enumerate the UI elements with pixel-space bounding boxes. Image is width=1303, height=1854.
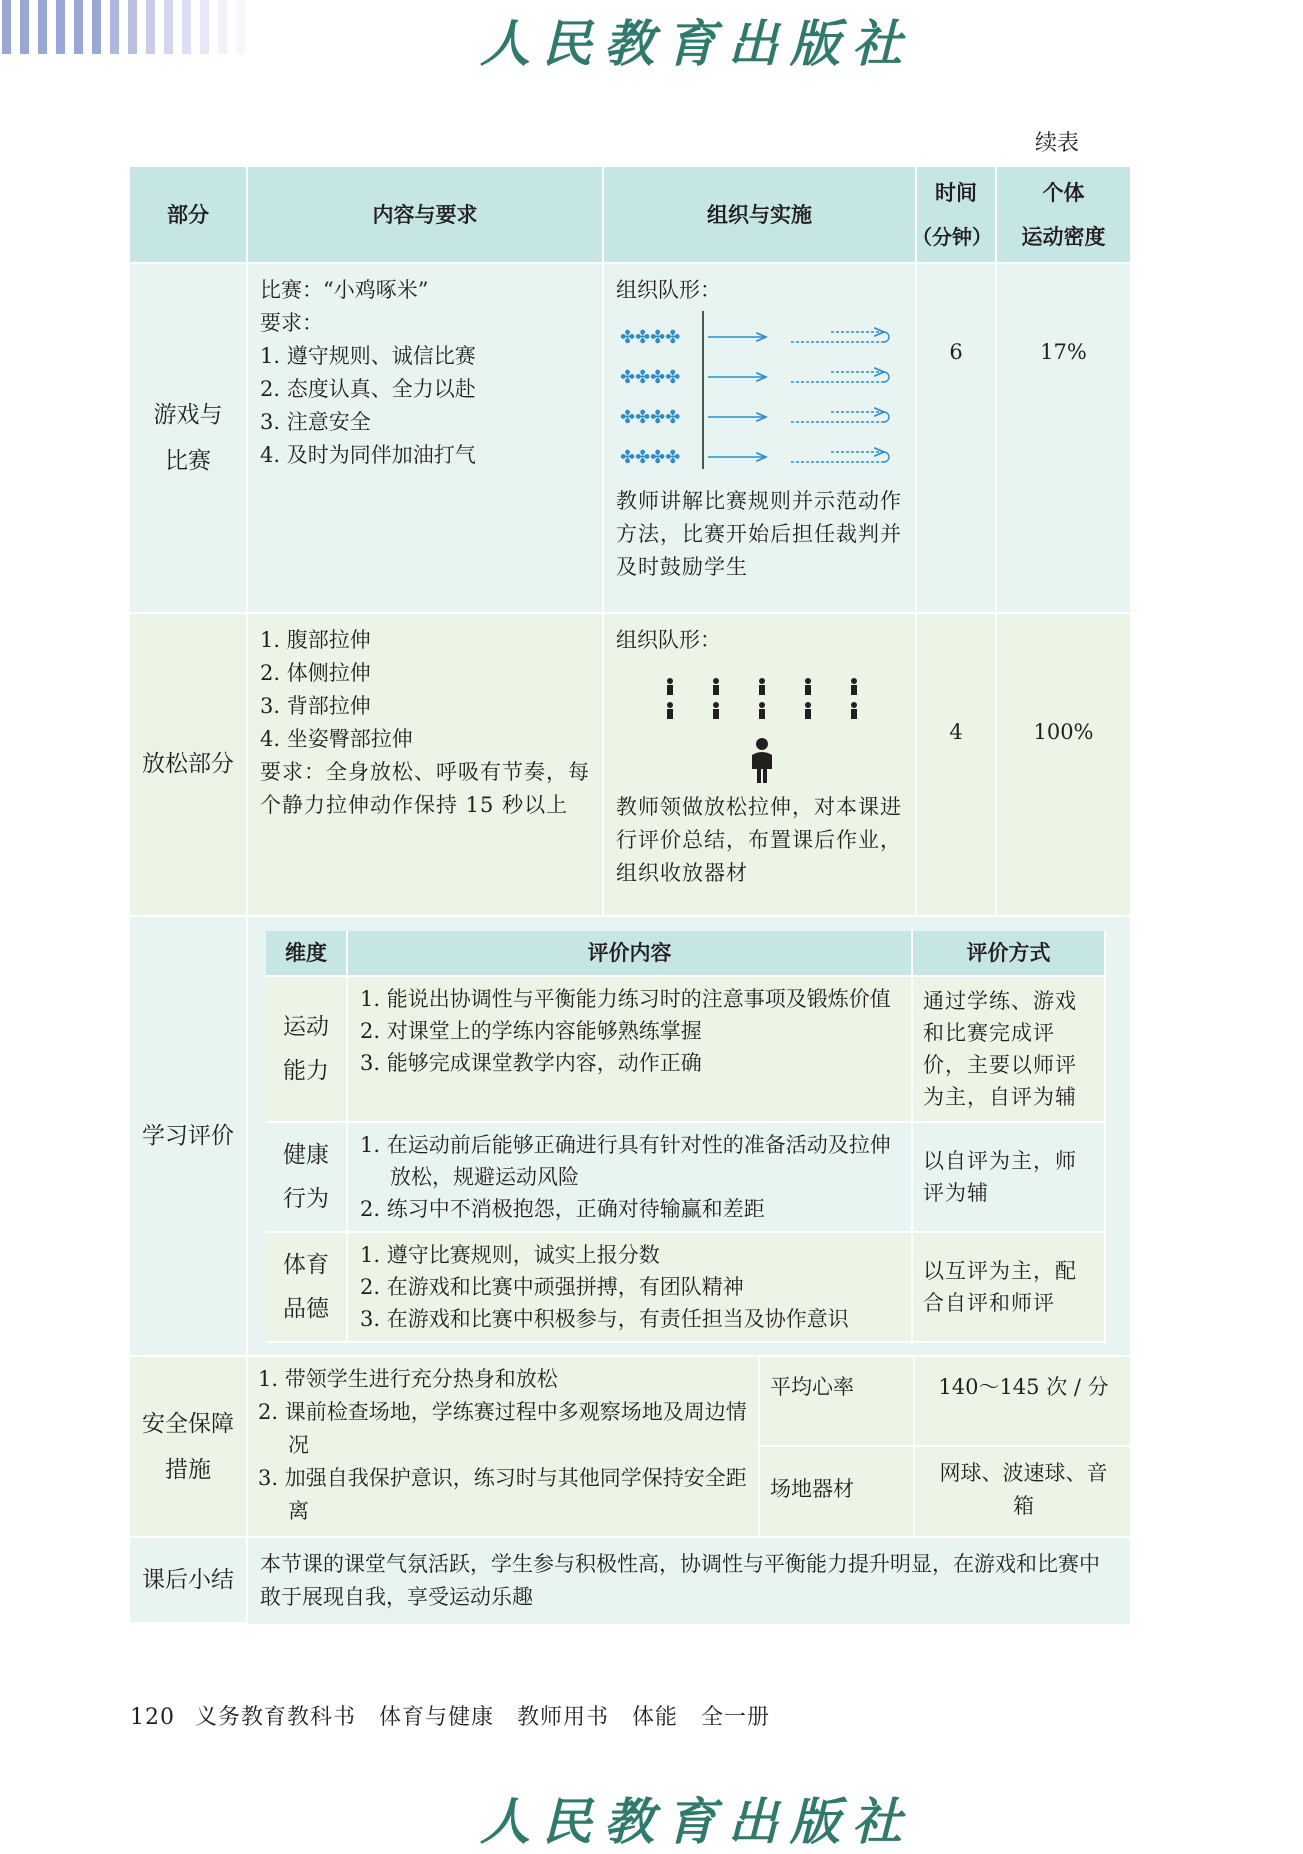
page-number: 120	[130, 1705, 175, 1730]
game-density: 17%	[997, 264, 1132, 614]
safety-content: 1. 带领学生进行充分热身和放松 2. 课前检查场地，学练赛过程中多观察场地及周边情况 3. 加强自我保护意识，练习时与其他同学保持安全距离 平均心率 场地器材 140～145 次 / 分 网球、波速球、音箱	[248, 1357, 1132, 1538]
publisher-logo-top: 人民教育出版社	[480, 14, 914, 73]
eval-dim-health: 健康 行为	[266, 1123, 348, 1233]
svg-text:✤✤✤✤: ✤✤✤✤	[620, 447, 681, 468]
svg-text:✤✤✤✤: ✤✤✤✤	[620, 327, 681, 348]
publisher-logo-bottom: 人民教育出版社	[480, 1792, 914, 1851]
eval-content-motor: 1. 能说出协调性与平衡能力练习时的注意事项及锻炼价值 2. 对课堂上的学练内容能够熟练掌握 3. 能够完成课堂教学内容，动作正确	[348, 977, 913, 1123]
eval-dim-morality: 体育 品德	[266, 1233, 348, 1343]
book-title: 义务教育教科书 体育与健康 教师用书 体能 全一册	[195, 1705, 771, 1730]
eval-header-content: 评价内容	[348, 931, 913, 977]
header-content: 内容与要求	[248, 167, 604, 264]
relax-content: 1. 腹部拉伸 2. 体侧拉伸 3. 背部拉伸 4. 坐姿臀部拉伸 要求：全身放松、呼吸有节奏，每个静力拉伸动作保持 15 秒以上	[248, 614, 604, 917]
header-stripes	[0, 0, 270, 54]
equipment-value: 网球、波速球、音箱	[939, 1460, 1108, 1518]
section-summary: 课后小结	[130, 1538, 248, 1624]
relax-density: 100%	[997, 614, 1132, 917]
heart-rate-value: 140～145 次 / 分	[915, 1357, 1132, 1447]
relax-time: 4	[917, 614, 997, 917]
header-density: 个体 运动密度	[997, 167, 1132, 264]
header-time: 时间 （分钟）	[917, 167, 997, 264]
section-evaluation: 学习评价	[130, 917, 248, 1357]
section-game: 游戏与 比赛	[130, 264, 248, 614]
eval-dim-motor: 运动 能力	[266, 977, 348, 1123]
eval-method-motor: 通过学练、游戏和比赛完成评价，主要以师评为主，自评为辅	[913, 977, 1106, 1123]
equipment-label: 场地器材	[770, 1476, 854, 1501]
eval-method-morality: 以互评为主，配合自评和师评	[913, 1233, 1106, 1343]
game-content: 比赛：“小鸡啄米” 要求： 1. 遵守规则、诚信比赛 2. 态度认真、全力以赴 3. 注意安全 4. 及时为同伴加油打气	[248, 264, 604, 614]
header-part: 部分	[130, 167, 248, 264]
lesson-table	[130, 167, 1132, 1626]
eval-content-health: 1. 在运动前后能够正确进行具有针对性的准备活动及拉伸放松，规避运动风险 2. 练习中不消极抱怨，正确对待输赢和差距	[348, 1123, 913, 1233]
game-organization: 组织队形： ✤✤✤✤ ✤✤✤✤ ✤✤✤✤ ✤✤✤✤ 教师讲解比赛规则并示范动作方法，比赛开始后担任裁判并及时鼓励学生	[604, 264, 917, 614]
svg-text:✤✤✤✤: ✤✤✤✤	[620, 407, 681, 428]
evaluation-table	[266, 931, 1114, 1343]
evaluation-wrapper	[248, 917, 1132, 1357]
section-safety: 安全保障 措施	[130, 1357, 248, 1538]
section-relax: 放松部分	[130, 614, 248, 917]
continued-label: 续表	[1035, 131, 1080, 156]
relax-formation-diagram	[616, 661, 906, 787]
game-time: 6	[917, 264, 997, 614]
svg-text:✤✤✤✤: ✤✤✤✤	[620, 367, 681, 388]
summary-text: 本节课的课堂气氛活跃，学生参与积极性高，协调性与平衡能力提升明显，在游戏和比赛中敢于展现自我，享受运动乐趣	[248, 1538, 1132, 1626]
header-organization: 组织与实施	[604, 167, 917, 264]
game-formation-diagram	[616, 309, 906, 479]
eval-method-health: 以自评为主，师评为辅	[913, 1123, 1106, 1233]
eval-content-morality: 1. 遵守比赛规则，诚实上报分数 2. 在游戏和比赛中顽强拼搏，有团队精神 3. 在游戏和比赛中积极参与，有责任担当及协作意识	[348, 1233, 913, 1343]
relax-organization: 组织队形： 教师领做放松拉伸，对本课进行评价总结，布置课后作业，组织收放器材	[604, 614, 917, 917]
eval-header-method: 评价方式	[913, 931, 1106, 977]
heart-rate-label: 平均心率	[760, 1357, 913, 1447]
eval-header-dimension: 维度	[266, 931, 348, 977]
page-footer	[130, 1700, 770, 1731]
